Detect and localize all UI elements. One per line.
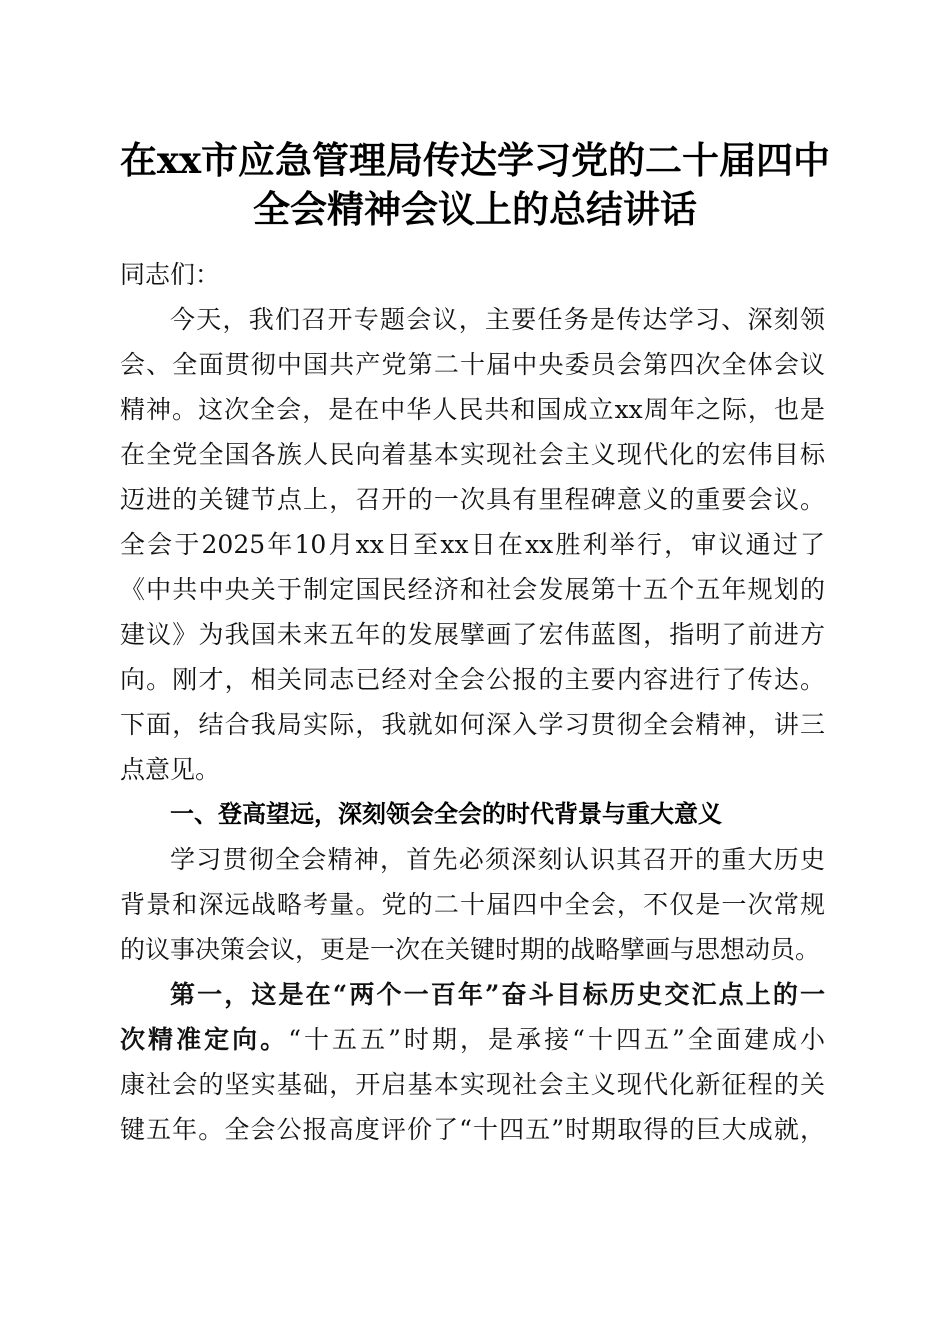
paragraph-line: 向。刚才，相关同志已经对全会公报的主要内容进行了传达。 [120, 665, 825, 694]
paragraph-line: 会、全面贯彻中国共产党第二十届中央委员会第四次全体会议 [120, 350, 825, 379]
paragraph-intro [120, 297, 825, 792]
document-title-line-2: 全会精神会议上的总结讲话 [253, 187, 697, 231]
paragraph-line: 康社会的坚实基础，开启基本实现社会主义现代化新征程的关 [120, 1070, 825, 1099]
paragraph-line: 建议》为我国未来五年的发展擘画了宏伟蓝图，指明了前进方 [120, 620, 825, 649]
point-body-start: “十五五”时期，是承接“十四五”全面建成小 [288, 1025, 825, 1054]
point-lead-tail: 次精准定向。 [120, 1025, 289, 1054]
paragraph-line: 点意见。 [120, 755, 221, 784]
paragraph-line: 背景和深远战略考量。党的二十届四中全会，不仅是一次常规 [120, 890, 825, 919]
paragraph-line: 《中共中央关于制定国民经济和社会发展第十五个五年规划的 [120, 575, 825, 604]
paragraph-line: 迈进的关键节点上，召开的一次具有里程碑意义的重要会议。 [120, 485, 825, 514]
section-heading-1: 一、登高望远，深刻领会全会的时代背景与重大意义 [170, 800, 722, 828]
paragraph-background [120, 837, 825, 972]
paragraph-line: 在全党全国各族人民向着基本实现社会主义现代化的宏伟目标 [120, 440, 825, 469]
paragraph-line: 的议事决策会议，更是一次在关键时期的战略擘画与思想动员。 [120, 935, 821, 964]
paragraph-first-point [120, 972, 825, 1152]
paragraph-line: 下面，结合我局实际，我就如何深入学习贯彻全会精神，讲三 [120, 710, 825, 739]
paragraph-line: 学习贯彻全会精神，首先必须深刻认识其召开的重大历史 [170, 845, 825, 874]
paragraph-line: 今天，我们召开专题会议，主要任务是传达学习、深刻领 [170, 305, 825, 334]
paragraph-line [120, 1017, 825, 1062]
paragraph-line: 键五年。全会公报高度评价了“十四五”时期取得的巨大成就， [120, 1115, 825, 1144]
salutation: 同志们： [120, 260, 221, 289]
document-title-line-1: 在xx市应急管理局传达学习党的二十届四中 [119, 138, 831, 182]
paragraph-line: 全会于2025年10月xx日至xx日在xx胜利举行，审议通过了 [120, 530, 825, 559]
point-lead-line: 第一，这是在“两个一百年”奋斗目标历史交汇点上的一 [170, 980, 825, 1009]
paragraph-line: 精神。这次全会，是在中华人民共和国成立xx周年之际，也是 [120, 395, 825, 424]
document-body [120, 252, 825, 1152]
